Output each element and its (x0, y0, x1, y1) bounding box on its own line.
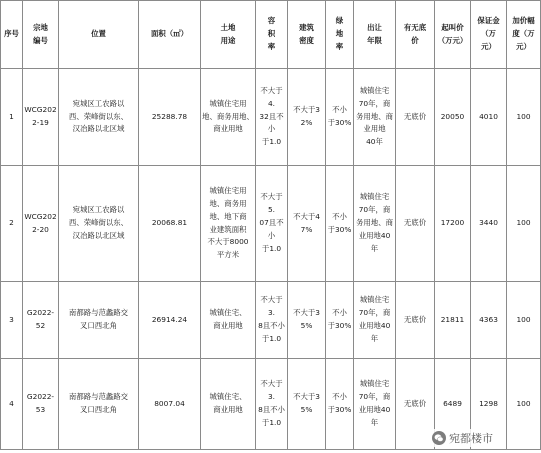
header-code (23, 1, 59, 69)
header-floor (396, 1, 435, 69)
cell-incr: 100 (507, 359, 541, 450)
cell-line: 密度 (299, 35, 314, 45)
cell-line: 不大于8000 (207, 237, 249, 247)
table-header-row (1, 1, 541, 69)
cell-line: 宛城区工农路以 (72, 98, 125, 108)
cell-location (59, 282, 139, 359)
cell-line: 业用地 (363, 124, 386, 134)
cell-line: 不小 (332, 105, 347, 115)
cell-line: 业用地40 (358, 230, 391, 240)
header-use (201, 1, 256, 69)
cell-line: 南都路与范蠡路交 (68, 392, 129, 402)
cell-line: 于30% (327, 118, 352, 127)
cell-line: 汉冶路以北区域 (72, 124, 125, 134)
cell-code (23, 282, 59, 359)
cell-line: 元） (516, 41, 531, 51)
cell-line: 地、商务用 (209, 198, 247, 208)
cell-green (326, 166, 354, 282)
cell-line: 序号 (4, 29, 19, 39)
cell-start: 21811 (435, 282, 471, 359)
cell-use (201, 69, 256, 166)
cell-floor: 无底价 (396, 282, 435, 359)
cell-deposit: 4363 (471, 282, 507, 359)
cell-line: 商业用地 (213, 405, 243, 414)
cell-line: 有无底 (403, 22, 427, 32)
cell-line: 地、地下商 (209, 211, 247, 221)
cell-density (288, 282, 326, 359)
cell-line: 出让 (367, 22, 382, 32)
cell-line: 于1.0 (261, 333, 282, 343)
header-area (139, 1, 201, 69)
cell-floor: 无底价 (396, 69, 435, 166)
header-incr (507, 1, 541, 69)
cell-use (201, 359, 256, 450)
cell-line: （万元） (437, 35, 468, 45)
cell-location (59, 69, 139, 166)
cell-line: 起叫价 (441, 22, 464, 32)
cell-line: 于1.0 (261, 137, 282, 147)
cell-line: 宗地 (33, 22, 48, 32)
cell-line: 率 (267, 41, 276, 51)
cell-line: 32且不小 (259, 111, 284, 134)
cell-line: 于30% (327, 321, 352, 330)
cell-line: 编号 (33, 35, 48, 45)
cell-green (326, 282, 354, 359)
cell-line: 加价幅 (512, 16, 535, 26)
cell-density (288, 359, 326, 450)
cell-line: 城镇住宅用 (209, 98, 247, 108)
cell-use (201, 282, 256, 359)
cell-line: 07且不小 (259, 218, 284, 240)
cell-code (23, 359, 59, 450)
cell-area: 26914.24 (139, 282, 201, 359)
cell-start: 17200 (435, 166, 471, 282)
header-seq (1, 1, 23, 69)
cell-floor: 无底价 (396, 166, 435, 282)
cell-start: 6489 (435, 359, 471, 450)
watermark-text: 宛都楼市 (449, 432, 493, 445)
cell-line: 西、荣峰街以东、 (68, 218, 129, 228)
header-location (59, 1, 139, 69)
cell-area: 25288.78 (139, 69, 201, 166)
cell-line: 土地 (220, 22, 236, 32)
cell-line: 业用地40 (358, 321, 391, 330)
cell-line: 不大于3 (293, 392, 320, 402)
cell-far (256, 166, 288, 282)
cell-line: 叉口西北角 (80, 405, 117, 414)
cell-term (354, 282, 396, 359)
cell-line: 不小 (332, 392, 347, 402)
cell-line: WCG202 (24, 105, 57, 115)
cell-line: 于30% (327, 405, 352, 414)
cell-line: 不大于3 (293, 105, 320, 115)
cell-line: 70年，商 (358, 308, 391, 318)
cell-seq: 2 (1, 166, 23, 282)
cell-seq: 3 (1, 282, 23, 359)
cell-line: 城镇住宅 (359, 379, 390, 389)
cell-line: 70年，商 (358, 392, 391, 402)
cell-line: 商业用地 (213, 124, 243, 134)
cell-line: 用途 (220, 35, 236, 45)
cell-line: 面积（㎡） (151, 29, 188, 39)
header-far (256, 1, 288, 69)
cell-line: 城镇住宅 (359, 192, 390, 202)
cell-incr: 100 (507, 282, 541, 359)
cell-line: 度（万 (512, 29, 535, 39)
watermark (429, 429, 496, 447)
cell-density (288, 69, 326, 166)
cell-line: 城镇住宅 (359, 295, 390, 305)
cell-line: 绿 (335, 16, 344, 26)
header-green (326, 1, 354, 69)
cell-line: 不大于4 (293, 211, 320, 221)
cell-line: 不小 (332, 308, 347, 318)
cell-line: 不大于3 (293, 308, 320, 318)
cell-start: 20050 (435, 69, 471, 166)
cell-line: 年 (370, 417, 379, 427)
cell-incr: 100 (507, 166, 541, 282)
cell-location (59, 359, 139, 450)
cell-green (326, 359, 354, 450)
cell-line: 年 (370, 333, 379, 343)
cell-incr: 100 (507, 69, 541, 166)
cell-seq: 1 (1, 69, 23, 166)
cell-deposit: 4010 (471, 69, 507, 166)
cell-line: 城镇住宅、 (209, 392, 247, 402)
header-deposit (471, 1, 507, 69)
cell-line: 西、荣峰街以东、 (68, 111, 129, 121)
cell-line: 率 (335, 41, 344, 51)
cell-line: 宛城区工农路以 (72, 205, 125, 215)
cell-line: 5% (300, 405, 313, 414)
table-row (1, 69, 541, 166)
table-row (1, 282, 541, 359)
cell-seq: 4 (1, 359, 23, 450)
cell-line: 40年 (366, 137, 383, 147)
cell-line: 2-20 (32, 224, 49, 234)
cell-line: 务用地、商 (356, 218, 393, 228)
cell-area: 20068.81 (139, 166, 201, 282)
cell-density (288, 166, 326, 282)
cell-term (354, 69, 396, 166)
cell-line: 城镇住宅用 (209, 185, 247, 195)
cell-line: 5% (300, 321, 313, 330)
cell-line: 商业用地 (213, 321, 243, 330)
cell-line: 南都路与范蠡路交 (68, 308, 129, 318)
cell-line: 地、商务用地、 (202, 111, 254, 121)
cell-line: 不大于3. (260, 379, 283, 402)
cell-line: 7% (300, 224, 313, 234)
cell-line: 元） (481, 41, 496, 51)
cell-line: 不大于4. (260, 85, 283, 108)
cell-line: 务用地、商 (356, 111, 393, 121)
cell-line: 于30% (327, 224, 352, 234)
cell-location (59, 166, 139, 282)
cell-line: 70年，商 (358, 205, 391, 215)
cell-line: 地 (335, 29, 344, 39)
cell-line: 2-19 (32, 118, 49, 127)
cell-line: （万 (481, 29, 496, 39)
cell-far (256, 69, 288, 166)
cell-line: 不大于5. (260, 192, 283, 215)
cell-line: 业用地40 (358, 405, 391, 414)
cell-line: 70年，商 (358, 98, 391, 108)
cell-line: 积 (267, 29, 276, 39)
cell-line: 53 (35, 405, 46, 414)
cell-line: 52 (35, 321, 46, 330)
cell-far (256, 359, 288, 450)
cell-line: 位置 (91, 29, 106, 39)
cell-line: 容 (267, 16, 276, 26)
cell-line: 8且不小 (258, 405, 285, 414)
cell-term (354, 166, 396, 282)
cell-line: 汉冶路以北区域 (72, 230, 125, 240)
header-term (354, 1, 396, 69)
cell-line: 2% (300, 118, 313, 127)
cell-line: 价 (411, 35, 419, 45)
cell-code (23, 166, 59, 282)
cell-line: 平方米 (216, 250, 240, 260)
cell-line: 建筑 (299, 22, 314, 32)
header-start (435, 1, 471, 69)
cell-green (326, 69, 354, 166)
cell-line: 业建筑面积 (209, 224, 247, 234)
cell-far (256, 282, 288, 359)
cell-floor: 无底价 (396, 359, 435, 450)
cell-code (23, 69, 59, 166)
cell-deposit: 3440 (471, 166, 507, 282)
cell-line: 年 (370, 243, 379, 253)
cell-deposit: 1298 (471, 359, 507, 450)
cell-line: 城镇住宅、 (209, 308, 247, 318)
cell-area: 8007.04 (139, 359, 201, 450)
cell-line: 于1.0 (261, 417, 282, 427)
cell-line: 8且不小 (258, 321, 285, 330)
wechat-icon (432, 431, 446, 445)
cell-line: G2022- (26, 308, 55, 318)
cell-term (354, 359, 396, 450)
cell-use (201, 166, 256, 282)
cell-line: 不小 (332, 211, 347, 221)
cell-line: 叉口西北角 (80, 321, 117, 330)
cell-line: 于1.0 (261, 243, 282, 253)
cell-line: WCG202 (24, 211, 57, 221)
cell-line: 城镇住宅 (359, 85, 390, 95)
cell-line: G2022- (26, 392, 55, 402)
header-density (288, 1, 326, 69)
cell-line: 不大于3. (260, 295, 283, 318)
cell-line: 保证金 (477, 16, 500, 26)
cell-line: 年限 (367, 35, 382, 45)
table-row (1, 166, 541, 282)
